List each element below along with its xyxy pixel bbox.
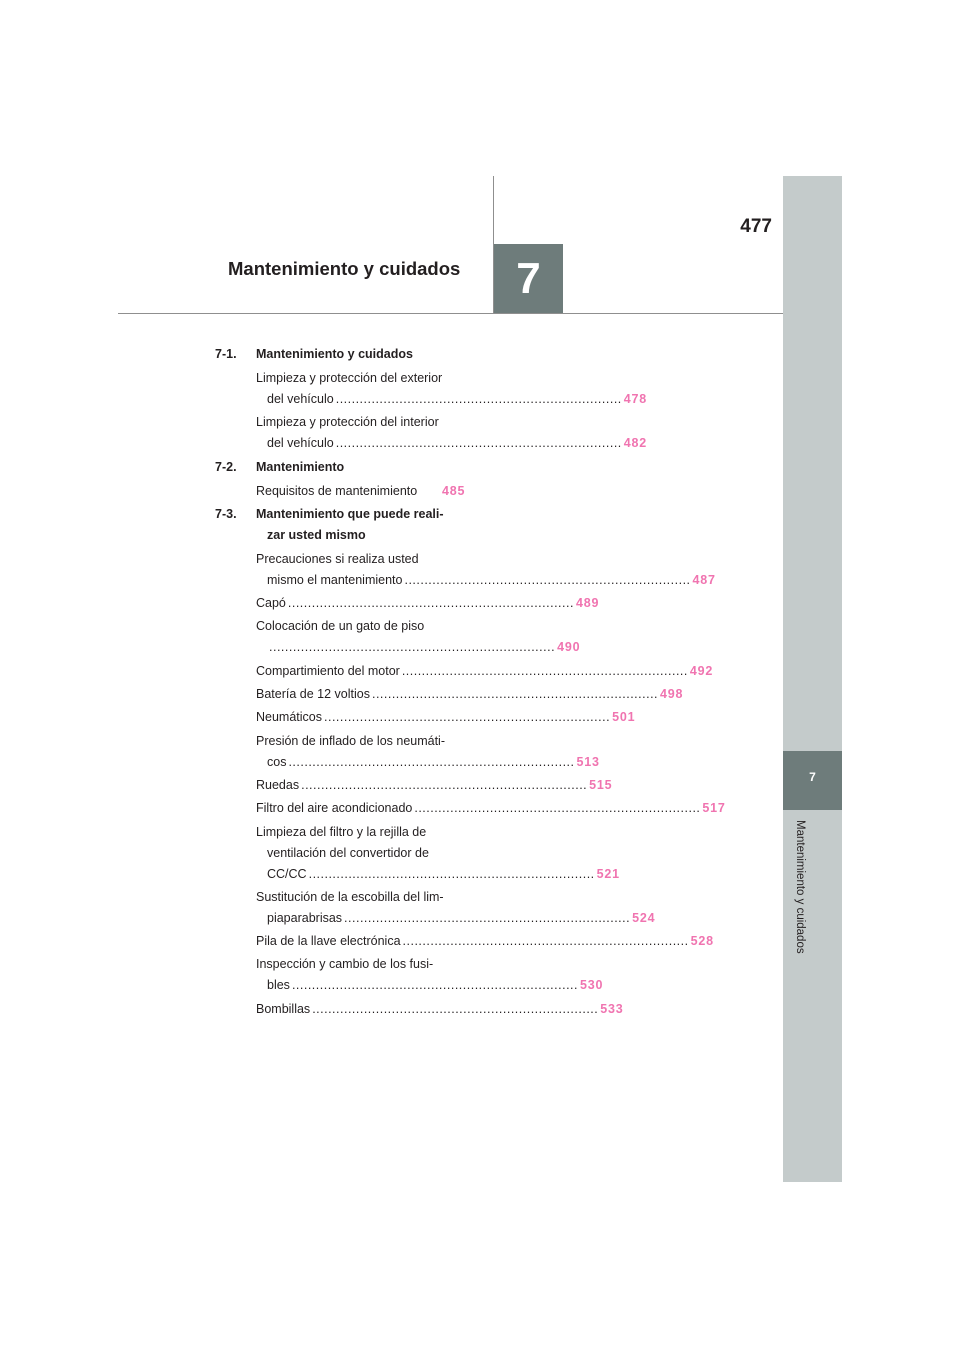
chapter-title: Mantenimiento y cuidados bbox=[228, 258, 461, 279]
toc-entry[interactable] bbox=[256, 707, 636, 728]
entry-page[interactable]: 487 bbox=[692, 572, 716, 587]
dot-leader: ........................................................................ bbox=[288, 754, 575, 769]
side-thumb-strip bbox=[783, 176, 842, 1182]
chapter-number-box: 7 bbox=[494, 244, 563, 313]
dot-leader: ........................................................................ bbox=[291, 978, 578, 993]
entry-text: Limpieza del filtro y la rejilla de bbox=[256, 824, 427, 839]
dot-leader: ........................................................................ bbox=[344, 910, 631, 925]
toc-entry[interactable] bbox=[256, 822, 620, 885]
entry-page[interactable]: 489 bbox=[575, 596, 600, 611]
toc-entry[interactable] bbox=[256, 549, 716, 591]
dot-leader: ........................................................................ bbox=[269, 640, 556, 655]
toc-entry[interactable] bbox=[256, 481, 470, 502]
entry-text: Limpieza y protección del interior bbox=[256, 415, 439, 430]
section-number: 7-3. bbox=[215, 506, 237, 521]
toc-entry[interactable] bbox=[256, 775, 613, 796]
entry-text: Filtro del aire acondicionado bbox=[256, 801, 413, 816]
entry-text: cos bbox=[267, 754, 287, 769]
dot-leader: ........................................................................ bbox=[301, 777, 588, 792]
dot-leader: ........................................................................ bbox=[371, 687, 659, 702]
toc-entry[interactable] bbox=[256, 798, 726, 819]
toc-entry[interactable] bbox=[256, 999, 624, 1020]
entry-page[interactable]: 524 bbox=[632, 910, 656, 925]
entry-page[interactable]: 498 bbox=[660, 687, 684, 702]
entry-text: Sustitución de la escobilla del lim- bbox=[256, 889, 444, 904]
entry-page[interactable]: 530 bbox=[580, 978, 604, 993]
entry-text: Compartimiento del motor bbox=[256, 663, 400, 678]
entry-text: del vehículo bbox=[267, 392, 334, 406]
toc-entry[interactable] bbox=[256, 931, 714, 952]
toc-entry[interactable] bbox=[256, 954, 604, 996]
entry-page[interactable]: 501 bbox=[612, 710, 636, 725]
dot-leader: ........................................................................ bbox=[335, 436, 622, 451]
side-chapter-tab-number: 7 bbox=[809, 770, 816, 784]
entry-text: Capó bbox=[256, 596, 286, 611]
dot-leader: ........................................................................ bbox=[402, 934, 689, 949]
entry-text: Colocación de un gato de piso bbox=[256, 619, 425, 634]
entry-page[interactable]: 533 bbox=[600, 1001, 624, 1016]
table-of-contents bbox=[215, 344, 726, 1022]
toc-entry[interactable] bbox=[256, 593, 600, 614]
entry-text: piaparabrisas bbox=[267, 910, 343, 925]
header-horizontal-rule bbox=[118, 313, 783, 314]
entry-page[interactable]: 485 bbox=[442, 483, 466, 498]
entry-text: Neumáticos bbox=[256, 710, 322, 725]
section-title: Mantenimiento que puede reali- bbox=[256, 506, 444, 521]
entry-page[interactable]: 482 bbox=[623, 436, 648, 451]
dot-leader: ........................................................................ bbox=[404, 572, 691, 587]
entry-page[interactable]: 515 bbox=[589, 777, 613, 792]
toc-entry[interactable] bbox=[256, 887, 656, 929]
entry-text: Ruedas bbox=[256, 777, 300, 792]
entry-page[interactable]: 513 bbox=[576, 754, 600, 769]
section-title: Mantenimiento bbox=[256, 459, 345, 474]
entry-text: Batería de 12 voltios bbox=[256, 687, 370, 702]
entry-text: del vehículo bbox=[267, 436, 334, 451]
entry-text: mismo el mantenimiento bbox=[267, 572, 403, 587]
entry-page[interactable]: 490 bbox=[557, 640, 581, 655]
section-title: Mantenimiento y cuidados bbox=[256, 347, 413, 361]
entry-text: Precauciones si realiza usted bbox=[256, 551, 419, 566]
entry-text: ventilación del convertidor de bbox=[267, 845, 429, 860]
entry-page[interactable]: 528 bbox=[690, 934, 714, 949]
entry-text: Inspección y cambio de los fusi- bbox=[256, 957, 434, 972]
entry-text: Presión de inflado de los neumáti- bbox=[256, 733, 446, 748]
page-number: 477 bbox=[740, 216, 772, 237]
entry-text: bles bbox=[267, 978, 290, 993]
entry-text: Pila de la llave electrónica bbox=[256, 934, 401, 949]
entry-text: Limpieza y protección del exterior bbox=[256, 371, 443, 385]
entry-text: Requisitos de mantenimiento bbox=[256, 483, 418, 498]
entry-page[interactable]: 478 bbox=[623, 392, 648, 406]
entry-page[interactable]: 517 bbox=[702, 801, 726, 816]
dot-leader: ........................................................................ bbox=[308, 866, 595, 881]
toc-entry[interactable] bbox=[256, 661, 714, 682]
section-number: 7-1. bbox=[215, 347, 237, 361]
section-title-cont: zar usted mismo bbox=[267, 527, 366, 542]
dot-leader: ........................................................................ bbox=[335, 392, 622, 406]
side-chapter-label: Mantenimiento y cuidados bbox=[794, 820, 806, 954]
toc-entry[interactable] bbox=[256, 368, 648, 410]
section-number: 7-2. bbox=[215, 459, 237, 474]
dot-leader: ........................................................................ bbox=[401, 663, 688, 678]
toc-entry[interactable] bbox=[256, 684, 684, 705]
toc-section-7-3[interactable] bbox=[215, 504, 470, 546]
entry-text: CC/CC bbox=[267, 866, 307, 881]
entry-page[interactable]: 521 bbox=[596, 866, 620, 881]
toc-entry[interactable] bbox=[256, 616, 581, 658]
toc-section-7-1[interactable] bbox=[215, 344, 470, 365]
toc-section-7-2[interactable] bbox=[215, 457, 470, 478]
toc-entry[interactable] bbox=[256, 731, 600, 773]
dot-leader: ........................................................................ bbox=[287, 596, 574, 611]
dot-leader: ........................................................................ bbox=[312, 1001, 599, 1016]
dot-leader: ........................................................................ bbox=[414, 801, 701, 816]
entry-page[interactable]: 492 bbox=[689, 663, 714, 678]
entry-text: Bombillas bbox=[256, 1001, 311, 1016]
dot-leader: ........................................................................ bbox=[324, 710, 611, 725]
toc-entry[interactable] bbox=[256, 412, 648, 454]
